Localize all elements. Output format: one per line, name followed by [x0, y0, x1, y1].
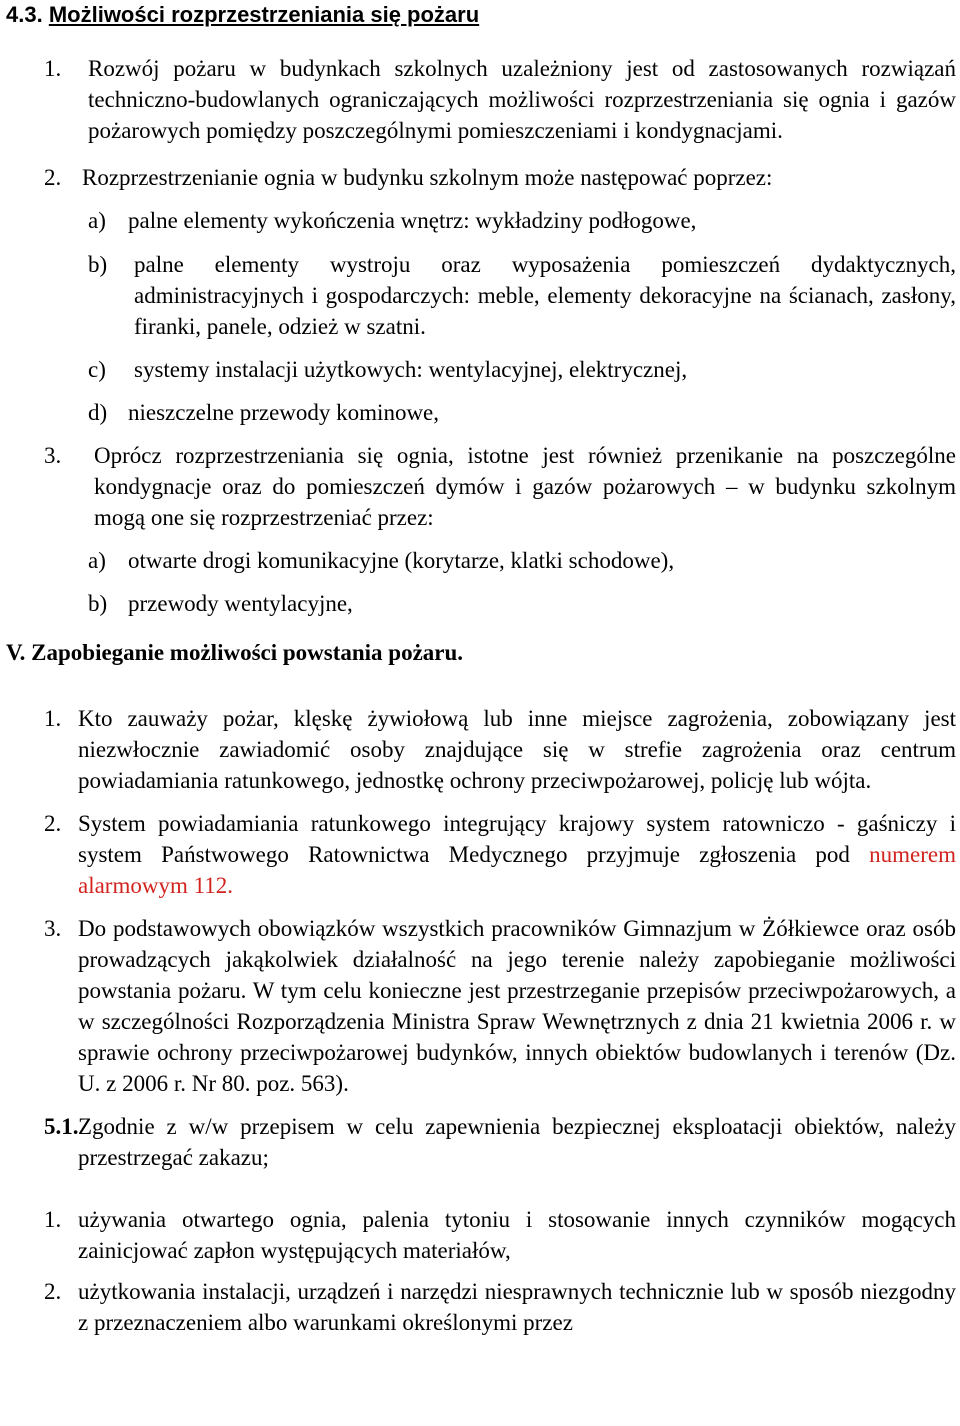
item-text: otwarte drogi komunikacyjne (korytarze, klatki schodowe), [128, 548, 675, 573]
item-letter: b) [88, 591, 108, 616]
item-text: Rozwój pożaru w budynkach szkolnych uzależniony jest od zastosowanych rozwiązań techniczno-budowlanych ograniczających możliwości rozprzestrzeniania się ognia i gazów pożarowych pomiędzy poszczególnymi pomieszczeniami i kondygnacjami. [88, 56, 956, 143]
section-number: 4.3. [6, 2, 43, 27]
item-number: 5.1. [44, 1114, 79, 1139]
list-item [6, 808, 956, 901]
item-number: 2. [44, 811, 62, 836]
item-letter: c) [88, 357, 106, 382]
list-item [6, 913, 956, 1099]
item-text: nieszczelne przewody kominowe, [128, 400, 440, 425]
item-number: 3. [44, 916, 62, 941]
item-text: przewody wentylacyjne, [128, 591, 353, 616]
list-item [6, 53, 956, 146]
item-letter: b) [88, 252, 108, 277]
section-heading-v: V. Zapobieganie możliwości powstania pożaru. [6, 640, 464, 665]
alarm-number-highlight: numerem alarmowym 112. [78, 842, 956, 898]
item-text: palne elementy wykończenia wnętrz: wykładziny podłogowe, [128, 208, 697, 233]
item-letter: a) [88, 208, 106, 233]
section-title: Możliwości rozprzestrzeniania się pożaru [48, 2, 480, 27]
item-number: 3. [44, 443, 62, 468]
item-text: palne elementy wystroju oraz wyposażenia pomieszczeń dydaktycznych, administracyjnych i gospodarczych: meble, elementy dekoracyjne na ścianach, zasłony, firanki, panele, odzież w szatni. [134, 252, 956, 339]
list-item [6, 440, 956, 533]
item-number: 1. [44, 1207, 62, 1232]
sub-list-item [6, 205, 956, 236]
list-item [6, 1204, 956, 1266]
sub-list-item [6, 397, 956, 428]
item-number: 2. [44, 165, 62, 190]
sub-list-item [6, 588, 956, 619]
item-text: Zgodnie z w/w przepisem w celu zapewnienia bezpiecznej eksploatacji obiektów, należy przestrzegać zakazu; [78, 1114, 956, 1170]
item-text: Rozprzestrzenianie ognia w budynku szkolnym może następować poprzez: [82, 165, 773, 190]
list-item [6, 162, 956, 193]
item-text: Oprócz rozprzestrzeniania się ognia, istotne jest również przenikanie na poszczególne kondygnacje oraz do pomieszczeń dymów i gazów pożarowych – w budynku szkolnym mogą one się rozprzestrzeniać przez: [94, 443, 956, 530]
sub-list-item [6, 249, 956, 342]
item-number: 2. [44, 1279, 62, 1304]
item-text: systemy instalacji użytkowych: wentylacyjnej, elektrycznej, [134, 357, 688, 382]
item-text: użytkowania instalacji, urządzeń i narzędzi niesprawnych technicznie lub w sposób niezgodny z przeznaczeniem albo warunkami określonymi przez [78, 1279, 956, 1335]
sub-list-item [6, 545, 956, 576]
item-number: 1. [44, 56, 62, 81]
item-letter: d) [88, 400, 108, 425]
list-item-5-1 [6, 1111, 956, 1173]
item-text: używania otwartego ognia, palenia tytoniu i stosowanie innych czynników mogących zainicjować zapłon występujących materiałów, [78, 1207, 956, 1263]
item-letter: a) [88, 548, 106, 573]
item-number: 1. [44, 706, 62, 731]
item-text: Do podstawowych obowiązków wszystkich pracowników Gimnazjum w Żółkiewce oraz osób prowadzących jakąkolwiek działalność na jego terenie należy zapobieganie możliwości powstania pożaru. W tym celu konieczne jest przestrzeganie przepisów przeciwpożarowych, a w szczególności Rozporządzenia Ministra Spraw Wewnętrznych z dnia 21 kwietnia 2006 r. w sprawie ochrony przeciwpożarowej budynków, innych obiektów budowlanych i terenów (Dz. U. z 2006 r. Nr 80. poz. 563). [78, 916, 956, 1096]
section-heading-4-3 [6, 0, 956, 30]
sub-list-item [6, 354, 956, 385]
item-text: Kto zauważy pożar, klęskę żywiołową lub inne miejsce zagrożenia, zobowiązany jest niezwłocznie zawiadomić osoby znajdujące się w strefie zagrożenia oraz centrum powiadamiania ratunkowego, jednostkę ochrony przeciwpożarowej, policję lub wójta. [78, 706, 956, 793]
list-item [6, 1276, 956, 1338]
list-item [6, 703, 956, 796]
item-text: System powiadamiania ratunkowego integrujący krajowy system ratowniczo - gaśniczy i system Państwowego Ratownictwa Medycznego przyjmuje zgłoszenia pod [78, 811, 956, 867]
